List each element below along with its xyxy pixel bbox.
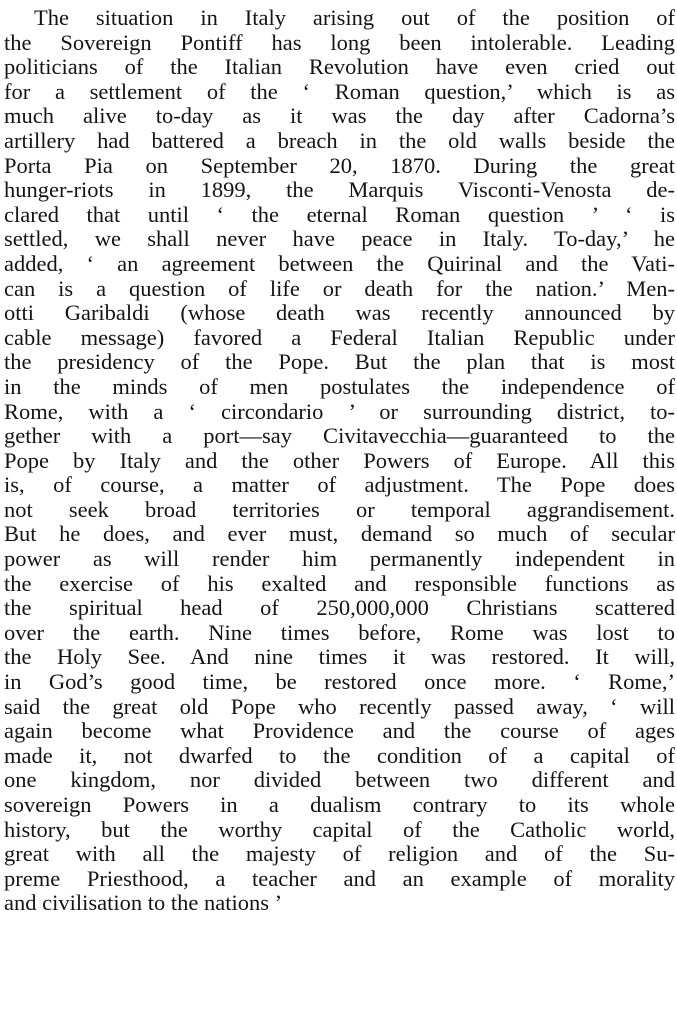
text-line: politicians of the Italian Revolution have even cried out xyxy=(4,54,675,80)
text-line: hunger-riots in 1899, the Marquis Visconti-Venosta de- xyxy=(4,177,675,203)
text-line: the presidency of the Pope. But the plan that is most xyxy=(4,349,675,375)
text-line: is, of course, a matter of adjustment. The Pope does xyxy=(4,472,675,498)
text-line: great with all the majesty of religion and of the Su- xyxy=(4,841,675,867)
text-line: settled, we shall never have peace in Italy. To-day,’ he xyxy=(4,226,675,252)
text-line: the Holy See. And nine times it was restored. It will, xyxy=(4,644,675,670)
text-line: artillery had battered a breach in the old walls beside the xyxy=(4,127,675,153)
text-line: in the minds of men postulates the independence of xyxy=(4,373,675,399)
text-line: again become what Providence and the course of ages xyxy=(4,718,675,744)
text-line: one kingdom, nor divided between two different and xyxy=(4,767,675,793)
text-line: The situation in Italy arising out of the position of xyxy=(34,5,675,30)
text-line: made it, not dwarfed to the condition of a capital of xyxy=(4,742,675,768)
text-line: added, ‘ an agreement between the Quirinal and the Vati- xyxy=(4,250,675,276)
text-line: sovereign Powers in a dualism contrary to its whole xyxy=(4,792,675,817)
text-line: for a settlement of the ‘ Roman question,’ which is as xyxy=(4,78,675,104)
text-line: preme Priesthood, a teacher and an example of morality xyxy=(4,865,675,891)
text-line: cable message) favored a Federal Italian Republic under xyxy=(4,324,675,350)
text-line: the Sovereign Pontiff has long been intolerable. Leading xyxy=(4,29,675,55)
text-line: the exercise of his exalted and responsible functions as xyxy=(4,570,675,596)
text-line: otti Garibaldi (whose death was recently announced by xyxy=(4,300,675,326)
text-line: much alive to-day as it was the day after Cadorna’s xyxy=(4,103,675,129)
text-line: the spiritual head of 250,000,000 Christians scattered xyxy=(4,595,675,621)
text-line: gether with a port—say Civitavecchia—guaranteed to the xyxy=(4,423,675,449)
text-line: history, but the worthy capital of the Catholic world, xyxy=(4,816,675,842)
text-line: can is a question of life or death for the nation.’ Men- xyxy=(4,275,675,301)
text-line: and civilisation to the nations ’ xyxy=(4,890,283,916)
text-line: over the earth. Nine times before, Rome was lost to xyxy=(4,619,675,645)
text-line: clared that until ‘ the eternal Roman question ’ ‘ is xyxy=(4,201,675,227)
text-line: Rome, with a ‘ circondario ’ or surrounding district, to- xyxy=(4,398,675,424)
text-line: said the great old Pope who recently passed away, ‘ will xyxy=(4,693,675,719)
text-line: not seek broad territories or temporal aggrandisement. xyxy=(4,496,675,522)
text-line: Pope by Italy and the other Powers of Europe. All this xyxy=(4,447,675,473)
text-line: in God’s good time, be restored once more. ‘ Rome,’ xyxy=(4,669,675,695)
text-line: Porta Pia on September 20, 1870. During the great xyxy=(4,152,675,178)
text-line: power as will render him permanently independent in xyxy=(4,546,675,572)
article-paragraph xyxy=(4,6,675,916)
text-line: But he does, and ever must, demand so much of secular xyxy=(4,521,675,547)
